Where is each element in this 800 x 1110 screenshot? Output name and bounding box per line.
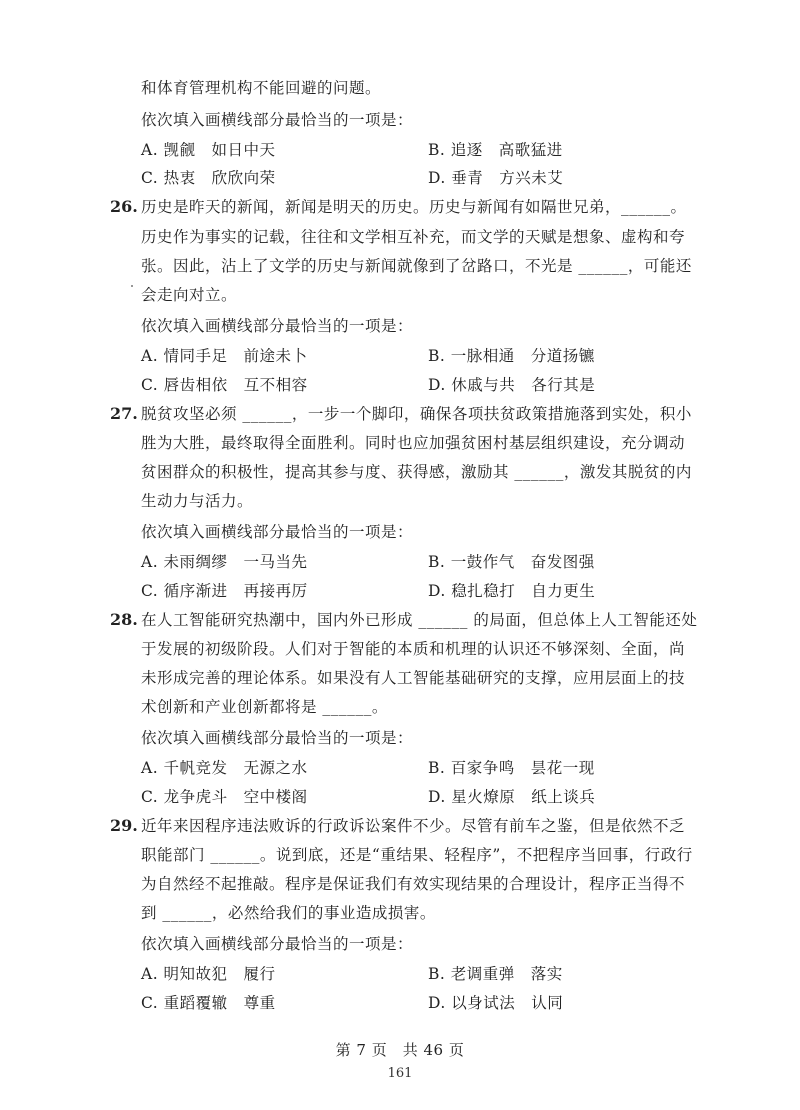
q26-option-a: A. 情同手足 前途未卜 bbox=[141, 347, 308, 365]
q29-line-1: 近年来因程序违法败诉的行政诉讼案件不少。尽管有前车之鉴，但是依然不乏 bbox=[141, 817, 686, 835]
q28-line-3: 未形成完善的理论体系。如果没有人工智能基础研究的支撑，应用层面上的技 bbox=[141, 669, 686, 687]
q26-option-d: D. 休戚与共 各行其是 bbox=[428, 376, 596, 394]
q25-option-d: D. 垂青 方兴未艾 bbox=[428, 169, 564, 187]
q26-line-4: 会走向对立。 bbox=[141, 286, 238, 304]
q25-option-a: A. 觊觎 如日中天 bbox=[141, 141, 276, 159]
q27-line-1: 脱贫攻坚必须 ______，一步一个脚印，确保各项扶贫政策措施落到实处，积小 bbox=[141, 405, 692, 423]
q27-option-c: C. 循序渐进 再接再厉 bbox=[141, 582, 308, 600]
q29-prompt: 依次填入画横线部分最恰当的一项是： bbox=[141, 935, 414, 953]
q27-option-b: B. 一鼓作气 奋发图强 bbox=[428, 553, 595, 571]
q28-line-1: 在人工智能研究热潮中，国内外已形成 ______ 的局面，但总体上人工智能还处 bbox=[141, 611, 698, 629]
page-indicator: 第 7 页 共 46 页 bbox=[335, 1041, 465, 1059]
q28-line-2: 于发展的初级阶段。人们对于智能的本质和机理的认识还不够深刻、全面，尚 bbox=[141, 640, 686, 658]
q26-option-c: C. 唇齿相依 互不相容 bbox=[141, 376, 308, 394]
q29-option-b: B. 老调重弹 落实 bbox=[428, 965, 563, 983]
q27-option-a: A. 未雨绸缪 一马当先 bbox=[141, 553, 308, 571]
q27-line-4: 生动力与活力。 bbox=[141, 492, 254, 510]
q29-option-c: C. 重蹈覆辙 尊重 bbox=[141, 994, 276, 1012]
q29-line-2: 职能部门 ______。说到底，还是“重结果、轻程序”，不把程序当回事，行政行 bbox=[141, 846, 693, 864]
q28-number: 28. bbox=[110, 610, 138, 629]
scan-speck bbox=[131, 285, 133, 287]
q28-option-b: B. 百家争鸣 昙花一现 bbox=[428, 759, 595, 777]
q28-option-d: D. 星火燎原 纸上谈兵 bbox=[428, 788, 596, 806]
q26-line-2: 历史作为事实的记载，往往和文学相互补充，而文学的天赋是想象、虚构和夸 bbox=[141, 228, 686, 246]
q28-option-c: C. 龙争虎斗 空中楼阁 bbox=[141, 788, 308, 806]
q28-line-4: 术创新和产业创新都将是 ______。 bbox=[141, 698, 388, 716]
q29-option-a: A. 明知故犯 履行 bbox=[141, 965, 276, 983]
q29-number: 29. bbox=[110, 816, 138, 835]
q25-continuation: 和体育管理机构不能回避的问题。 bbox=[141, 79, 382, 97]
book-page-number: 161 bbox=[387, 1066, 413, 1081]
q26-line-3: 张。因此，沾上了文学的历史与新闻就像到了岔路口，不光是 ______，可能还 bbox=[141, 257, 692, 275]
q26-prompt: 依次填入画横线部分最恰当的一项是： bbox=[141, 317, 414, 335]
q28-option-a: A. 千帆竞发 无源之水 bbox=[141, 759, 308, 777]
q29-option-d: D. 以身试法 认同 bbox=[428, 994, 564, 1012]
q26-option-b: B. 一脉相通 分道扬镳 bbox=[428, 347, 595, 365]
q28-prompt: 依次填入画横线部分最恰当的一项是： bbox=[141, 729, 414, 747]
q27-line-3: 贫困群众的积极性，提高其参与度、获得感，激励其 ______，激发其脱贫的内 bbox=[141, 463, 692, 481]
q27-prompt: 依次填入画横线部分最恰当的一项是： bbox=[141, 523, 414, 541]
q25-option-b: B. 追逐 高歌猛进 bbox=[428, 141, 563, 159]
q25-prompt: 依次填入画横线部分最恰当的一项是： bbox=[141, 111, 414, 129]
q27-number: 27. bbox=[110, 404, 138, 423]
q27-option-d: D. 稳扎稳打 自力更生 bbox=[428, 582, 596, 600]
q29-line-3: 为自然经不起推敲。程序是保证我们有效实现结果的合理设计，程序正当得不 bbox=[141, 875, 686, 893]
q29-line-4: 到 ______，必然给我们的事业造成损害。 bbox=[141, 904, 436, 922]
q26-number: 26. bbox=[110, 197, 138, 216]
q27-line-2: 胜为大胜，最终取得全面胜利。同时也应加强贫困村基层组织建设，充分调动 bbox=[141, 434, 686, 452]
q26-line-1: 历史是昨天的新闻，新闻是明天的历史。历史与新闻有如隔世兄弟，______。 bbox=[141, 198, 687, 216]
q25-option-c: C. 热衷 欣欣向荣 bbox=[141, 169, 276, 187]
